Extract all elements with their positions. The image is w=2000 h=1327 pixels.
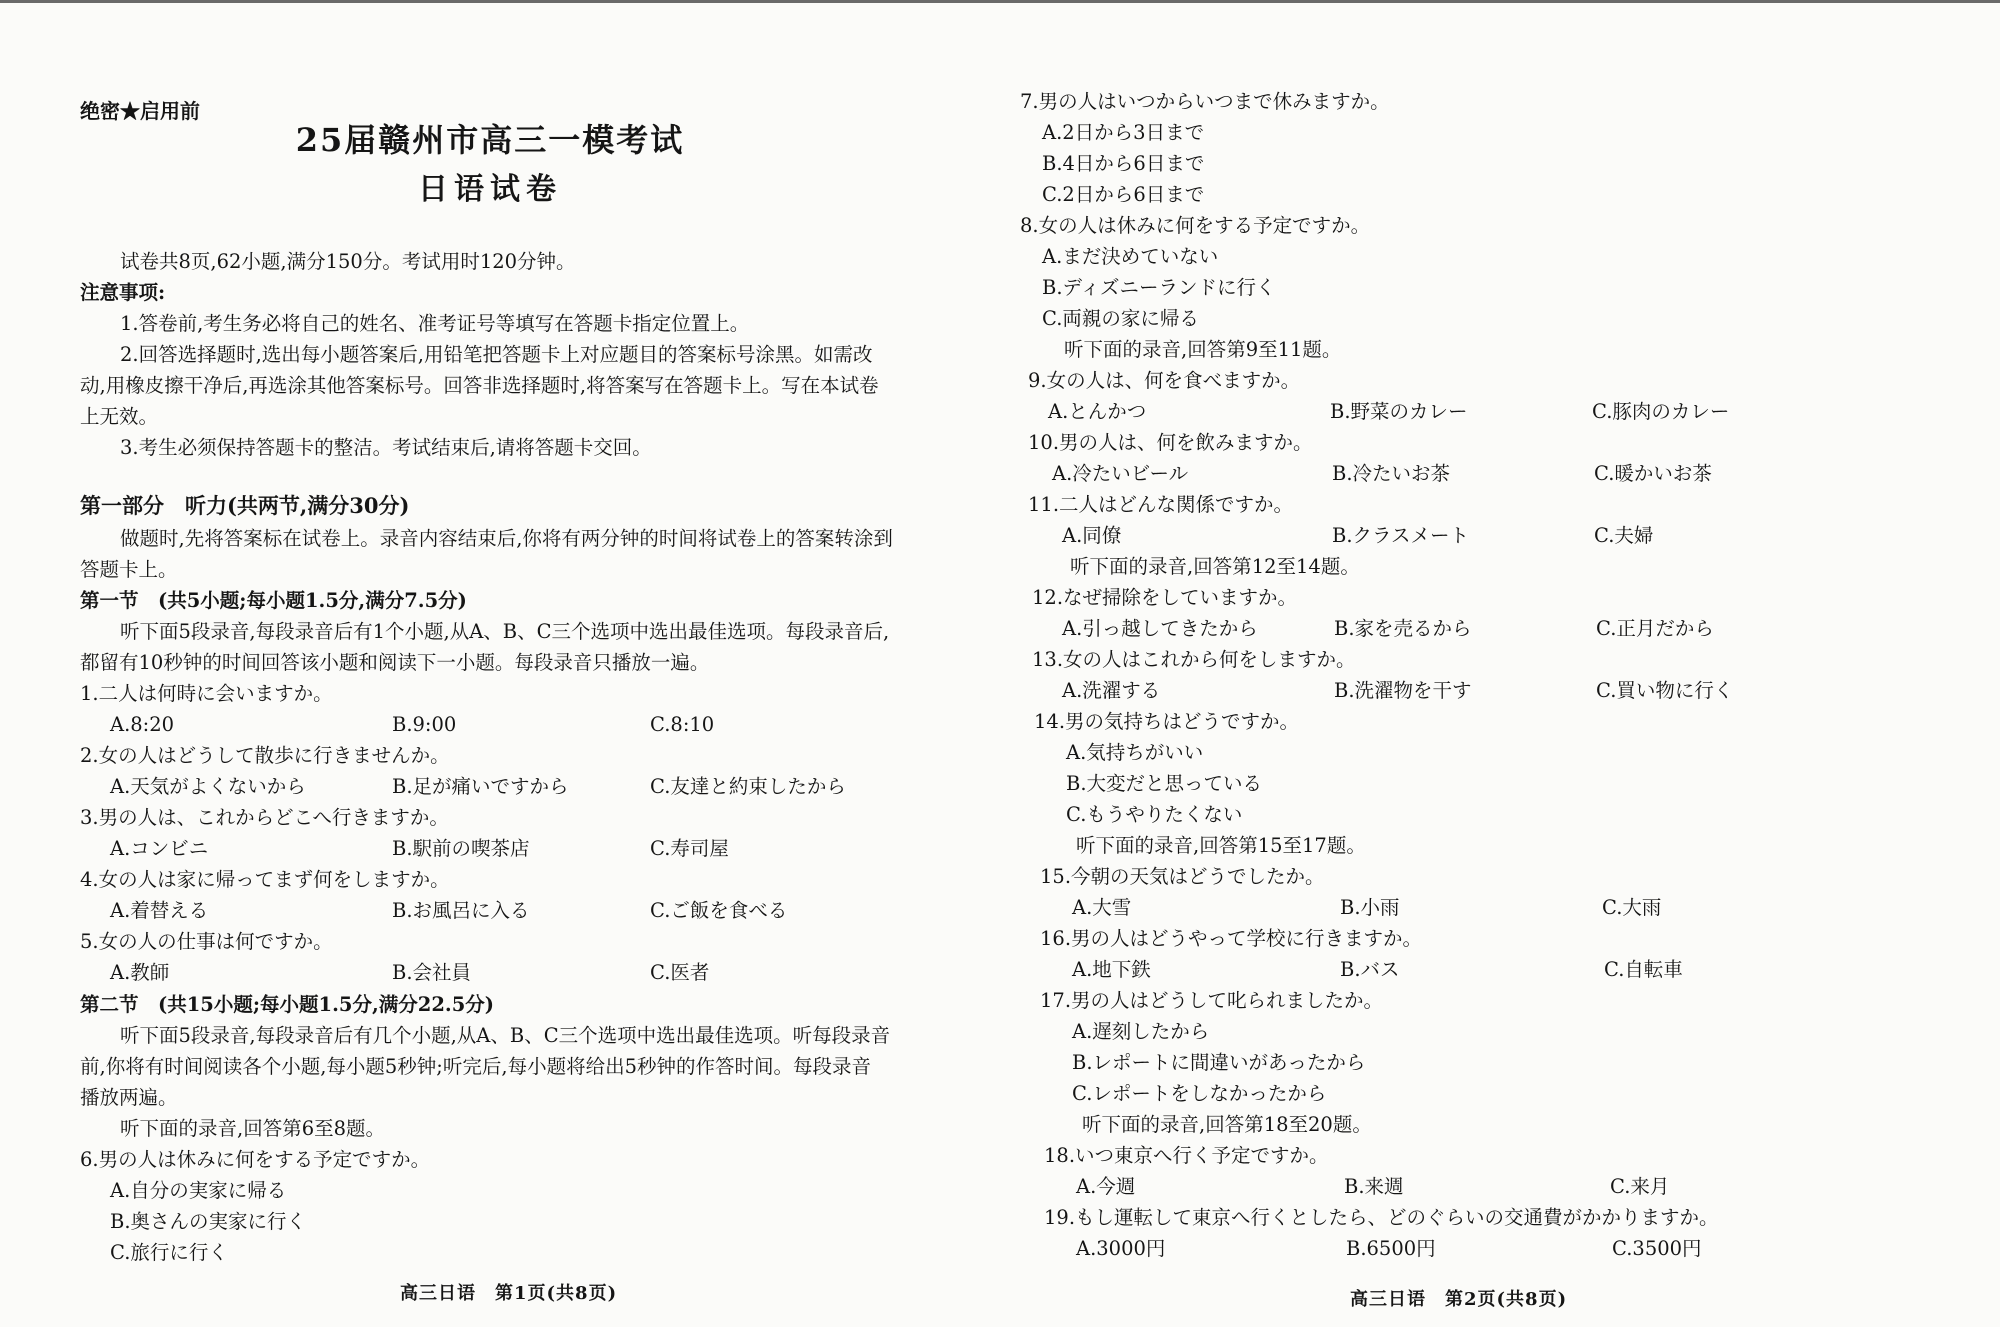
q3-option-a: A.コンビニ (110, 837, 209, 860)
q15-option-a: A.大雪 (1072, 896, 1132, 919)
left-page (80, 0, 980, 1327)
q18-option-b: B.来週 (1344, 1175, 1404, 1198)
q2-option-b: B.足が痛いですから (392, 775, 569, 798)
question-4: 4.女の人は家に帰ってまず何をしますか。 (80, 868, 450, 891)
confidential-label: 绝密★启用前 (80, 99, 200, 123)
q16-option-c: C.自転車 (1604, 958, 1683, 981)
q17-option-b: B.レポートに間違いがあったから (1072, 1051, 1366, 1074)
question-13: 13.女の人はこれから何をしますか。 (1032, 648, 1356, 671)
section1-instructions: 听下面5段录音,每段录音后有1个小题,从A、B、C三个选项中选出最佳选项。每段录音后, (120, 620, 890, 643)
q18-option-a: A.今週 (1076, 1175, 1136, 1198)
question-2: 2.女の人はどうして散歩に行きませんか。 (80, 744, 450, 767)
q3-option-c: C.寿司屋 (650, 837, 729, 860)
notice-item-2-cont: 动,用橡皮擦干净后,再选涂其他答案标号。回答非选择题时,将答案写在答题卡上。写在本试卷 (80, 374, 879, 397)
section1-instructions-cont: 都留有10秒钟的时间回答该小题和阅读下一小题。每段录音只播放一遍。 (80, 651, 710, 674)
q5-option-b: B.会社員 (392, 961, 472, 984)
q15-option-c: C.大雨 (1602, 896, 1662, 919)
notice-heading: 注意事项: (80, 281, 166, 304)
part1-instructions-cont: 答题卡上。 (80, 558, 178, 581)
part1-heading: 第一部分 听力(共两节,满分30分) (80, 493, 410, 518)
q14-option-c: C.もうやりたくない (1066, 803, 1243, 826)
question-5: 5.女の人の仕事は何ですか。 (80, 930, 333, 953)
listen-instruction-18-20: 听下面的录音,回答第18至20题。 (1082, 1113, 1372, 1136)
page-footer-left: 高三日语 第1页(共8页) (400, 1283, 618, 1304)
q1-option-b: B.9:00 (392, 713, 457, 736)
q14-option-b: B.大変だと思っている (1066, 772, 1263, 795)
q6-option-c: C.旅行に行く (110, 1241, 228, 1264)
exam-title: 25届赣州市高三一模考试 (295, 121, 685, 159)
question-8: 8.女の人は休みに何をする予定ですか。 (1020, 214, 1371, 237)
section2-instructions-cont: 前,你将有时间阅读各个小题,每小题5秒钟;听完后,每小题将给出5秒钟的作答时间。每段录音 (80, 1055, 871, 1078)
listen-instruction-15-17: 听下面的录音,回答第15至17题。 (1076, 834, 1366, 857)
q8-option-c: C.両親の家に帰る (1042, 307, 1199, 330)
q13-option-c: C.買い物に行く (1596, 679, 1734, 702)
q7-option-b: B.4日から6日まで (1042, 152, 1205, 175)
question-15: 15.今朝の天気はどうでしたか。 (1040, 865, 1325, 888)
notice-item-1: 1.答卷前,考生务必将自己的姓名、准考证号等填写在答题卡指定位置上。 (120, 312, 750, 335)
question-10: 10.男の人は、何を飲みますか。 (1028, 431, 1313, 454)
listen-instruction-9-11: 听下面的录音,回答第9至11题。 (1064, 338, 1342, 361)
q8-option-a: A.まだ決めていない (1042, 245, 1219, 268)
q1-option-a: A.8:20 (110, 713, 175, 736)
listen-instruction-6-8: 听下面的录音,回答第6至8题。 (120, 1117, 386, 1140)
right-page (1020, 0, 1920, 1327)
listen-instruction-12-14: 听下面的录音,回答第12至14题。 (1070, 555, 1360, 578)
q2-option-a: A.天気がよくないから (110, 775, 306, 798)
q2-option-c: C.友達と約束したから (650, 775, 846, 798)
q17-option-c: C.レポートをしなかったから (1072, 1082, 1327, 1105)
q11-option-c: C.夫婦 (1594, 524, 1654, 547)
q9-option-c: C.豚肉のカレー (1592, 400, 1730, 423)
section2-instructions: 听下面5段录音,每段录音后有几个小题,从A、B、C三个选项中选出最佳选项。听每段录音 (120, 1024, 891, 1047)
q8-option-b: B.ディズニーランドに行く (1042, 276, 1276, 299)
exam-info: 试卷共8页,62小题,满分150分。考试用时120分钟。 (120, 250, 576, 273)
q15-option-b: B.小雨 (1340, 896, 1400, 919)
question-6: 6.男の人は休みに何をする予定ですか。 (80, 1148, 431, 1171)
q14-option-a: A.気持ちがいい (1066, 741, 1204, 764)
q9-option-b: B.野菜のカレー (1330, 400, 1468, 423)
q10-option-a: A.冷たいビール (1052, 462, 1189, 485)
question-9: 9.女の人は、何を食べますか。 (1028, 369, 1301, 392)
question-3: 3.男の人は、これからどこへ行きますか。 (80, 806, 449, 829)
page-footer-right: 高三日语 第2页(共8页) (1350, 1289, 1568, 1310)
q16-option-b: B.バス (1340, 958, 1400, 981)
part1-instructions: 做题时,先将答案标在试卷上。录音内容结束后,你将有两分钟的时间将试卷上的答案转涂到 (120, 527, 893, 550)
q10-option-b: B.冷たいお茶 (1332, 462, 1451, 485)
q7-option-c: C.2日から6日まで (1042, 183, 1205, 206)
q7-option-a: A.2日から3日まで (1042, 121, 1205, 144)
q13-option-a: A.洗濯する (1062, 679, 1161, 702)
section2-instructions-end: 播放两遍。 (80, 1086, 178, 1109)
q4-option-b: B.お風呂に入る (392, 899, 530, 922)
q19-option-c: C.3500円 (1612, 1237, 1702, 1260)
q17-option-a: A.遅刻したから (1072, 1020, 1210, 1043)
question-12: 12.なぜ掃除をしていますか。 (1032, 586, 1298, 609)
question-1: 1.二人は何時に会いますか。 (80, 682, 333, 705)
q12-option-b: B.家を売るから (1334, 617, 1472, 640)
question-7: 7.男の人はいつからいつまで休みますか。 (1020, 90, 1390, 113)
question-16: 16.男の人はどうやって学校に行きますか。 (1040, 927, 1423, 950)
q12-option-a: A.引っ越してきたから (1062, 617, 1258, 640)
question-11: 11.二人はどんな関係ですか。 (1028, 493, 1294, 516)
q3-option-b: B.駅前の喫茶店 (392, 837, 530, 860)
question-18: 18.いつ東京へ行く予定ですか。 (1044, 1144, 1329, 1167)
notice-item-2: 2.回答选择题时,选出每小题答案后,用铅笔把答题卡上对应题目的答案标号涂黑。如需改 (120, 343, 873, 366)
q11-option-a: A.同僚 (1062, 524, 1122, 547)
q10-option-c: C.暖かいお茶 (1594, 462, 1712, 485)
q9-option-a: A.とんかつ (1048, 400, 1147, 423)
q19-option-a: A.3000円 (1076, 1237, 1166, 1260)
notice-item-2-end: 上无效。 (80, 405, 159, 428)
q6-option-a: A.自分の実家に帰る (110, 1179, 287, 1202)
q11-option-b: B.クラスメート (1332, 524, 1469, 547)
q5-option-a: A.教師 (110, 961, 170, 984)
section2-heading: 第二节 (共15小题;每小题1.5分,满分22.5分) (80, 993, 494, 1016)
q18-option-c: C.来月 (1610, 1175, 1670, 1198)
notice-item-3: 3.考生必须保持答题卡的整洁。考试结束后,请将答题卡交回。 (120, 436, 652, 459)
q5-option-c: C.医者 (650, 961, 710, 984)
q19-option-b: B.6500円 (1346, 1237, 1436, 1260)
q4-option-a: A.着替える (110, 899, 209, 922)
question-19: 19.もし運転して東京へ行くとしたら、どのぐらいの交通費がかかりますか。 (1044, 1206, 1719, 1229)
q12-option-c: C.正月だから (1596, 617, 1714, 640)
q6-option-b: B.奥さんの実家に行く (110, 1210, 307, 1233)
question-14: 14.男の気持ちはどうですか。 (1034, 710, 1300, 733)
q13-option-b: B.洗濯物を干す (1334, 679, 1472, 702)
q1-option-c: C.8:10 (650, 713, 715, 736)
question-17: 17.男の人はどうして叱られましたか。 (1040, 989, 1384, 1012)
q16-option-a: A.地下鉄 (1072, 958, 1151, 981)
section1-heading: 第一节 (共5小题;每小题1.5分,满分7.5分) (80, 589, 467, 612)
exam-subtitle: 日语试卷 (418, 172, 562, 207)
q4-option-c: C.ご飯を食べる (650, 899, 788, 922)
